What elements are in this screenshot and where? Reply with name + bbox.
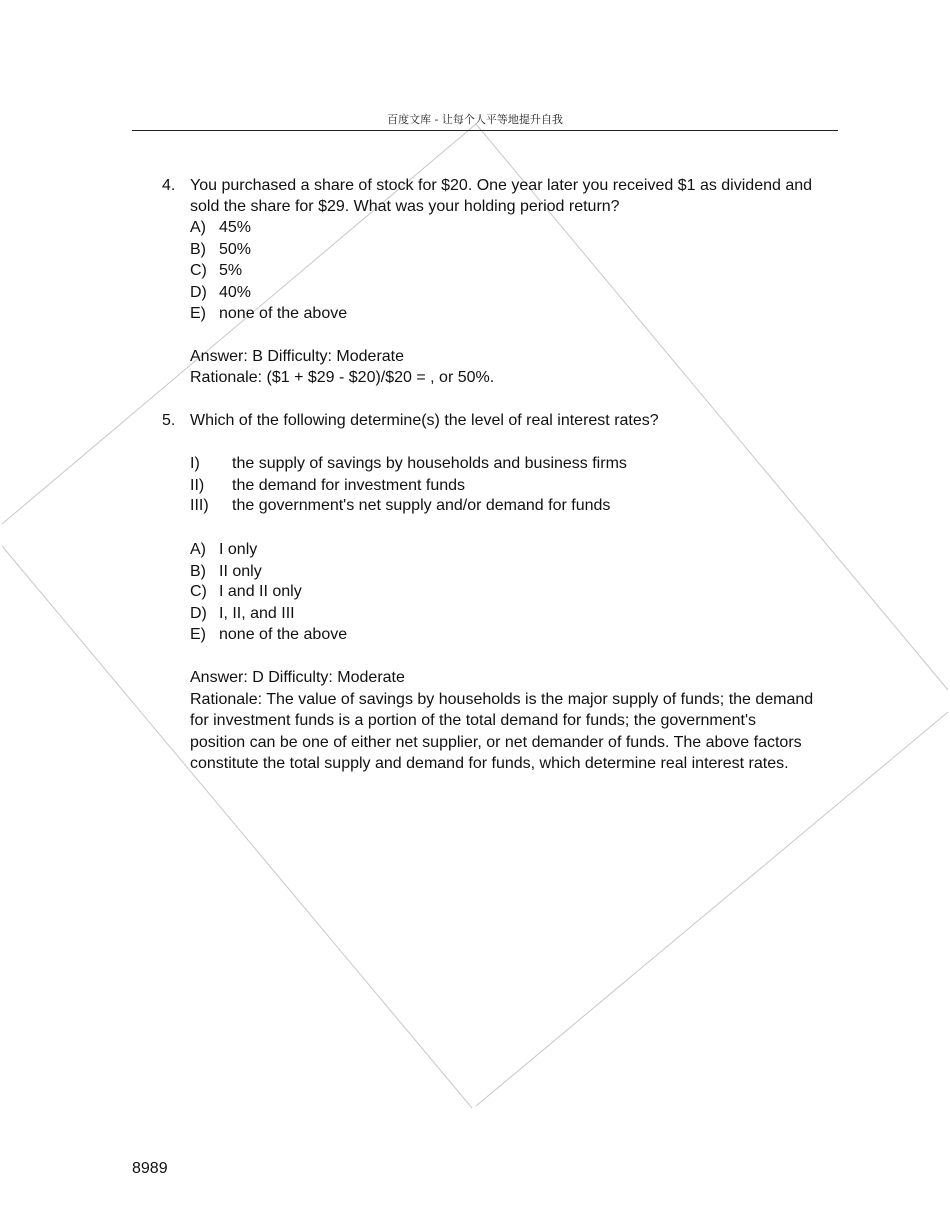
option-letter: D): [190, 605, 207, 622]
rationale-line: constitute the total supply and demand for funds, which determine real interest rates.: [190, 755, 789, 772]
option-text: none of the above: [219, 305, 348, 322]
rationale-line: Rationale: The value of savings by households is the major supply of funds; the demand: [190, 691, 814, 708]
option-text: 45%: [219, 219, 252, 236]
option-letter: B): [190, 563, 206, 580]
question-number: 5.: [162, 412, 176, 429]
option-text: none of the above: [219, 626, 348, 643]
option-letter: A): [190, 541, 206, 558]
answer-line: Answer: B Difficulty: Moderate: [190, 348, 405, 365]
statement-text: the supply of savings by households and business firms: [232, 455, 627, 472]
option-letter: E): [190, 626, 206, 643]
option-text: 50%: [219, 241, 252, 258]
question-number: 4.: [162, 177, 176, 194]
option-text: 5%: [219, 262, 243, 279]
option-letter: B): [190, 241, 206, 258]
option-text: 40%: [219, 284, 252, 301]
statement-text: the demand for investment funds: [232, 477, 466, 494]
rationale-line: Rationale: ($1 + $29 - $20)/$20 = , or 50%.: [190, 369, 495, 386]
statement-text: the government's net supply and/or demand for funds: [232, 497, 611, 514]
answer-line: Answer: D Difficulty: Moderate: [190, 669, 405, 686]
question-text-line: You purchased a share of stock for $20. One year later you received $1 as dividend and: [190, 177, 813, 194]
option-letter: C): [190, 583, 207, 600]
option-text: I only: [219, 541, 258, 558]
option-letter: A): [190, 219, 206, 236]
option-text: I, II, and III: [219, 605, 295, 622]
statement-numeral: I): [190, 455, 200, 472]
option-text: I and II only: [219, 583, 302, 600]
statement-numeral: II): [190, 477, 205, 494]
page-header: 百度文库 - 让每个人平等地提升自我: [387, 113, 563, 126]
rationale-line: for investment funds is a portion of the total demand for funds; the government's: [190, 712, 757, 729]
page-number: 8989: [132, 1160, 168, 1177]
statement-numeral: III): [190, 497, 209, 514]
option-letter: D): [190, 284, 207, 301]
question-text-line: sold the share for $29. What was your holding period return?: [190, 198, 620, 215]
question-text-line: Which of the following determine(s) the level of real interest rates?: [190, 412, 659, 429]
option-text: II only: [219, 563, 262, 580]
option-letter: E): [190, 305, 206, 322]
option-letter: C): [190, 262, 207, 279]
rationale-line: position can be one of either net supplier, or net demander of funds. The above factors: [190, 734, 802, 751]
header-divider: [132, 130, 838, 131]
